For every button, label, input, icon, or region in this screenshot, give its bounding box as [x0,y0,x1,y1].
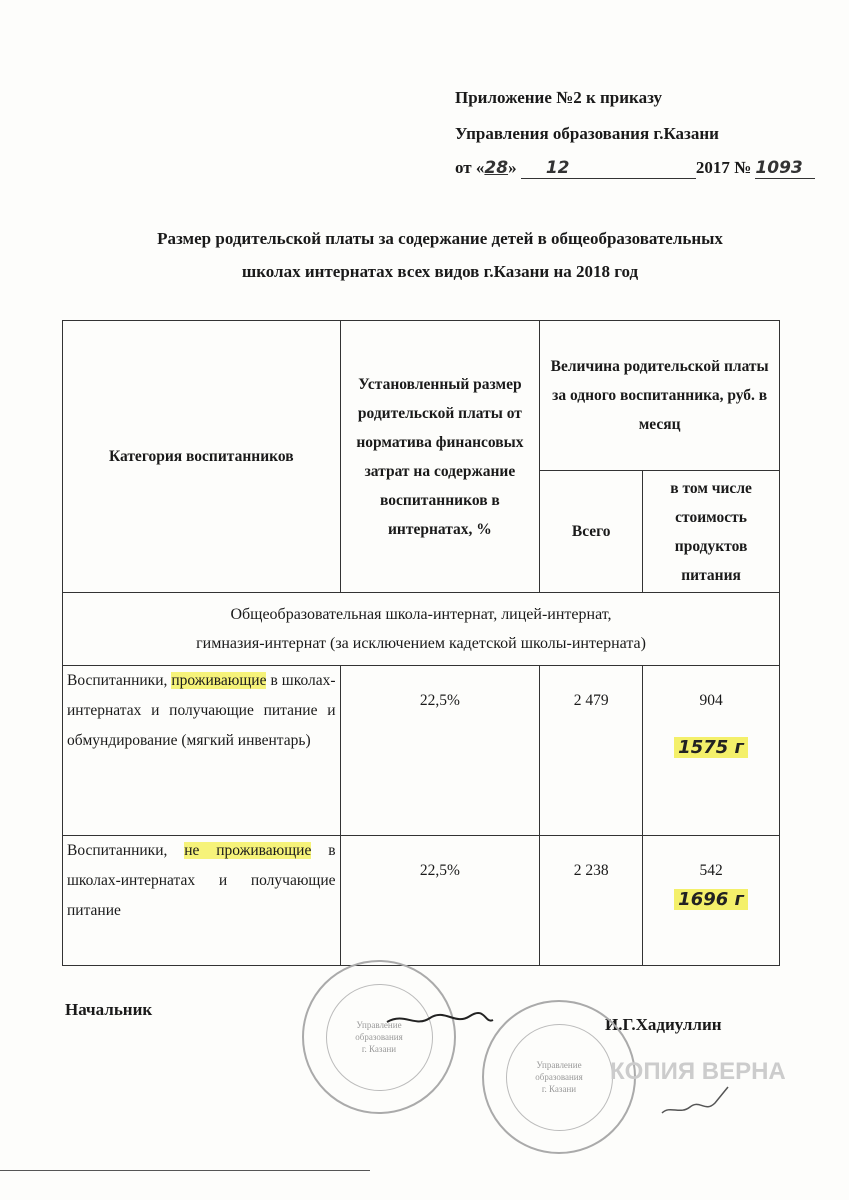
header-total: Всего [540,471,643,593]
row-food [643,666,780,836]
category-text: Воспитанники, [67,842,185,859]
official-stamp: Управление образования г. Казани [302,960,456,1114]
row-percent: 22,5% [340,666,540,836]
document-title [80,222,800,288]
section-line-1: Общеобразовательная школа-интернат, лицей-интернат, [230,606,612,623]
row-category [63,666,341,836]
appendix-line: Приложение №2 к приказу [455,88,663,107]
category-text: Воспитанники, [67,672,172,689]
row-category [63,836,341,966]
header-category: Категория воспитанников [63,321,341,593]
fee-table [62,320,780,966]
scan-edge-line [0,1170,370,1171]
section-line-2: гимназия-интернат (за исключением кадетской школы-интерната) [196,635,646,652]
order-day: 28 [484,158,509,178]
order-date-line [455,158,815,179]
food-value: 904 [699,692,723,709]
table-row [63,836,780,966]
signer-position: Начальник [65,1000,153,1019]
date-prefix: от « [455,158,485,177]
highlighted-text: не проживающие [184,842,312,859]
year-label: 2017 № [695,158,752,177]
department-line: Управления образования г.Казани [455,124,719,143]
row-total: 2 479 [540,666,643,836]
row-percent: 22,5% [340,836,540,966]
section-row [63,593,780,666]
order-number: 1093 [755,158,815,179]
header-food: в том числе стоимость продуктов питания [643,471,780,593]
signature-scribble [385,1010,495,1030]
official-stamp: Управление образования г. Казани [482,1000,636,1154]
certification-scribble [660,1085,730,1125]
row-food [643,836,780,966]
signer-name: И.Г.Хадиуллин [605,1015,722,1034]
category-text: в школах-интернатах и получающие питание и обмундирование (мягкий инвентарь) [67,672,336,749]
copy-stamp: КОПИЯ ВЕРНА [610,1058,786,1085]
title-line-2: школах интернатах всех видов г.Казани на 2018 год [241,262,639,281]
title-line-1: Размер родительской платы за содержание детей в общеобразовательных [157,229,723,248]
food-value: 542 [699,862,723,879]
handwritten-note: 1696 г [674,889,748,910]
category-text: в школах-интернатах и получающие питание [67,842,336,919]
table-row [63,666,780,836]
header-amount: Величина родительской платы за одного воспитанника, руб. в месяц [540,321,780,471]
row-total: 2 238 [540,836,643,966]
highlighted-text: проживающие [171,672,267,689]
header-percent: Установленный размер родительской платы от норматива финансовых затрат на содержание воспитанников в интернатах, % [340,321,540,593]
date-mid: » [508,158,517,177]
order-month: 12 [521,158,696,179]
handwritten-note: 1575 г [674,737,748,758]
